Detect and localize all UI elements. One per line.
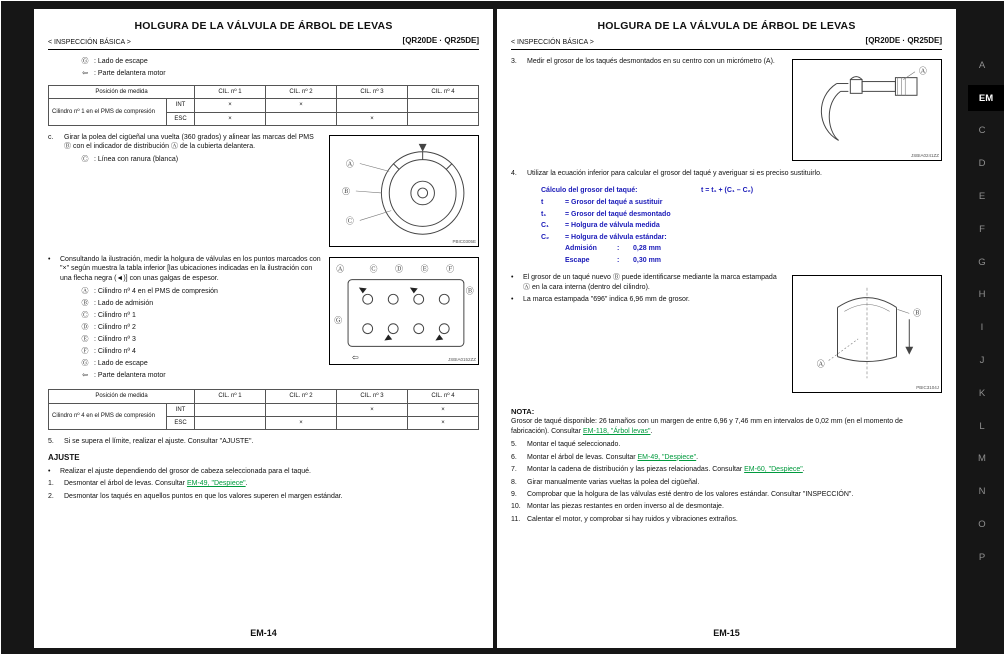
step-5r (511, 440, 942, 449)
table-cell (266, 403, 337, 416)
table-cell (195, 416, 266, 429)
figure-micrometer (792, 59, 942, 161)
table-cell (408, 99, 479, 112)
step-number: 8. (511, 478, 517, 486)
bullet-text: La marca estampada "696" indica 6,96 mm de grosor. (523, 296, 690, 304)
reference-link[interactable]: EM-49, "Despiece" (186, 480, 246, 488)
step-11r (511, 515, 942, 524)
legend-text: : Lado de escape (94, 359, 148, 367)
step-number: 3. (511, 57, 517, 65)
page-number: EM-14 (250, 627, 277, 638)
step-text-pre: Desmontar los taqués en aquellos puntos en que los valores superen el margen estándar. (64, 492, 343, 500)
legend-text: : Cilindro nº 1 (94, 311, 136, 319)
step-8r (511, 478, 942, 487)
section-tab-l[interactable]: L (979, 420, 985, 432)
step-text (64, 492, 479, 501)
bullet-icon: • (511, 296, 514, 304)
formula-definition: = Holgura de válvula estándar: (565, 233, 667, 241)
page-em14 (34, 9, 493, 648)
table-header-cil2: CIL. nº 2 (266, 86, 337, 99)
step-text (527, 440, 942, 449)
callout-symbol: Ⓖ (81, 57, 89, 65)
legend-groove-line (76, 155, 321, 164)
tappet-illustration (793, 276, 941, 392)
step-3 (511, 57, 784, 66)
step-text (527, 478, 942, 487)
step-6r (511, 453, 942, 462)
legend-text: : Lado de escape (94, 57, 148, 65)
section-tab-h[interactable]: H (978, 289, 986, 301)
reference-link[interactable]: EM-49, "Despiece" (637, 453, 697, 461)
table-sublabel-int: INT (167, 99, 195, 112)
step-c (48, 133, 321, 152)
crank-pulley-illustration (330, 136, 478, 246)
table-row-label: Cilindro nº 1 en el PMS de compresión (49, 99, 167, 125)
page-title: HOLGURA DE LA VÁLVULA DE ÁRBOL DE LEVAS (597, 20, 856, 32)
clearance-value: 0,30 mm (633, 256, 662, 264)
bullet-icon: • (511, 274, 514, 282)
step-text: Girar la polea del cigüeñal una vuelta (360 grados) y alinear las marcas del PMS Ⓑ con el indicador de distribución Ⓐ de la cubierta delantera. (64, 133, 314, 151)
step-text (527, 502, 942, 511)
table-header-cil4: CIL. nº 4 (408, 86, 479, 99)
step-5 (48, 437, 479, 446)
section-label: < INSPECCIÓN BÁSICA > (511, 38, 594, 46)
callout-symbol: Ⓐ (81, 287, 89, 295)
step-number: 1. (48, 480, 54, 488)
step-text-pre: Montar el taqué seleccionado. (527, 441, 621, 449)
table-header-position: Posición de medida (49, 390, 195, 403)
step-text-pre: Montar las piezas restantes en orden inverso al de desmontaje. (527, 503, 724, 511)
measurement-table-cyl1 (48, 85, 479, 125)
note-heading: NOTA: (511, 407, 535, 417)
step-text (527, 515, 942, 524)
measure-points-block (48, 255, 479, 380)
legend-text: : Cilindro nº 4 (94, 347, 136, 355)
reference-link[interactable]: EM-60, "Despiece" (744, 466, 803, 474)
formula-definition: = Holgura de válvula medida (565, 222, 660, 230)
table-cell: × (337, 112, 408, 125)
callout-symbol: Ⓖ (81, 359, 89, 367)
table-cell (195, 403, 266, 416)
legend-text: : Lado de admisión (94, 299, 154, 307)
step-text: Medir el grosor de los taqués desmontados en su centro con un micrómetro (A). (527, 57, 775, 65)
step-c-block (48, 133, 479, 244)
figure-code: JSBIA0241ZZ (910, 152, 939, 158)
front-arrow-icon: ⇦ (82, 371, 88, 379)
formula-equation: t = t₁ + (C₁ – C₂) (701, 187, 754, 195)
step-number: 10. (511, 503, 521, 511)
callout-symbol: Ⓔ (81, 335, 89, 343)
table-sublabel-esc: ESC (167, 416, 195, 429)
bullet-icon: • (48, 467, 51, 475)
measurement-table-cyl4 (48, 389, 479, 429)
callout-symbol: Ⓖ (334, 315, 343, 325)
legend-text: : Línea con ranura (blanca) (94, 155, 179, 163)
table-cell: × (266, 416, 337, 429)
formula-title: Cálculo del grosor del taqué: (541, 187, 638, 195)
section-tab-g[interactable]: G (978, 256, 986, 268)
figure-tappet (792, 275, 942, 393)
table-cell: × (408, 403, 479, 416)
step-text-pre: Montar el árbol de levas. Consultar (527, 453, 638, 461)
figure-code: PBIC0305E (452, 238, 476, 244)
tappet-mark-block (511, 273, 942, 391)
figure-crank-pulley (329, 135, 479, 247)
step-number: 9. (511, 490, 517, 498)
callout-symbol: Ⓔ (420, 264, 429, 274)
callout-symbol: Ⓐ (346, 159, 354, 169)
bullet-text: El grosor de un taqué nuevo Ⓑ puede identificarse mediante la marca estampada Ⓐ en la cara interna (dentro del cilindro). (523, 274, 777, 291)
table-header-position: Posición de medida (49, 86, 195, 99)
adjust-step-2 (48, 492, 479, 501)
separator: : (617, 245, 620, 253)
step-number: 11. (511, 515, 521, 523)
section-tab-f[interactable]: F (979, 223, 985, 235)
callout-symbol: Ⓒ (81, 155, 89, 163)
clearance-label: Escape (565, 256, 590, 264)
step-number: 4. (511, 169, 517, 177)
section-label: < INSPECCIÓN BÁSICA > (48, 38, 131, 46)
section-tab-k[interactable]: K (978, 387, 986, 399)
step-text-pre: Girar manualmente varias vueltas la polea del cigüeñal. (527, 478, 700, 486)
step-4 (511, 169, 942, 178)
step-text: Si se supera el límite, realizar el ajuste. Consultar "AJUSTE". (64, 437, 254, 445)
table-sublabel-int: INT (167, 403, 195, 416)
callout-symbol: Ⓕ (81, 347, 89, 355)
step-text-post: . (802, 466, 805, 474)
legend-text: : Parte delantera motor (94, 371, 166, 379)
table-header-cil4: CIL. nº 4 (408, 390, 479, 403)
callout-symbol: Ⓑ (913, 308, 922, 318)
tappet-mark-bullet-2 (511, 295, 784, 304)
callout-symbol: Ⓐ (336, 264, 345, 274)
table-cell: × (337, 403, 408, 416)
table-cell (266, 112, 337, 125)
callout-symbol: Ⓒ (346, 216, 354, 226)
section-tab-p[interactable]: P (978, 551, 986, 563)
adjust-step-1 (48, 479, 479, 488)
page-subheader (48, 36, 479, 50)
table-header-cil3: CIL. nº 3 (337, 390, 408, 403)
note-text-pre: Grosor de taqué disponible: 26 tamaños con un margen de entre 6,96 y 7,46 mm en intervalos de 0,02 mm (en el momento de fabricación). Consultar (511, 418, 903, 435)
step-number: 2. (48, 492, 54, 500)
bullet-icon: • (48, 255, 51, 263)
legend-text: : Cilindro nº 4 en el PMS de compresión (94, 287, 218, 295)
step-text (527, 465, 942, 474)
formula-symbol: C₂ (541, 233, 550, 241)
tappet-formula-block (541, 185, 942, 266)
figure-code: PBIC3104J (916, 385, 939, 391)
step-text (527, 490, 942, 499)
table-cell: × (266, 99, 337, 112)
figure-code: JSBIA0152ZZ (447, 356, 476, 362)
step-3-block (511, 57, 942, 158)
callout-symbol: Ⓑ (81, 299, 89, 307)
callout-symbol: Ⓑ (465, 285, 474, 295)
table-header-cil3: CIL. nº 3 (337, 86, 408, 99)
section-tab-em[interactable]: EM (968, 85, 1004, 111)
measure-points-bullet (48, 255, 321, 283)
callout-symbol: Ⓓ (81, 323, 89, 331)
page-title: HOLGURA DE LA VÁLVULA DE ÁRBOL DE LEVAS (134, 20, 393, 32)
callout-symbol: Ⓐ (816, 359, 825, 369)
step-text-pre: Desmontar el árbol de levas. Consultar (64, 480, 187, 488)
tappet-mark-bullet-1 (511, 273, 784, 292)
front-arrow-icon: ⇦ (82, 69, 88, 77)
section-tab-o[interactable]: O (978, 519, 986, 531)
legend-exhaust-side (76, 57, 479, 66)
table-cell (337, 99, 408, 112)
table-header-cil2: CIL. nº 2 (266, 390, 337, 403)
table-sublabel-esc: ESC (167, 112, 195, 125)
page-em15 (497, 9, 956, 648)
note-text-post: . (650, 427, 653, 435)
bullet-text: Consultando la ilustración, medir la holgura de válvulas en los puntos marcados con "×" según muestra la tabla inferior [las ubicaciones indicadas en la ilustración con una flecha negra (◄)] con unas galgas de espesor. (60, 255, 321, 282)
legend-text: : Cilindro nº 2 (94, 323, 136, 331)
section-tab-m[interactable]: M (978, 453, 986, 465)
step-text-pre: Comprobar que la holgura de las válvulas esté dentro de los valores estándar. Consultar "INSPECCIÓN". (527, 490, 854, 498)
note-text (511, 417, 942, 436)
clearance-value: 0,28 mm (633, 245, 662, 253)
section-tab-j[interactable]: J (979, 355, 985, 367)
section-tab-i[interactable]: I (980, 322, 984, 334)
step-text-pre: Calentar el motor, y comprobar si hay ruidos y vibraciones extraños. (527, 515, 738, 523)
formula-definition: = Grosor del taqué desmontado (565, 210, 671, 218)
bullet-text: Realizar el ajuste dependiendo del grosor de cabeza seleccionada para el taqué. (60, 467, 312, 475)
callout-symbol: Ⓓ (395, 264, 404, 274)
table-header-cil1: CIL. nº 1 (195, 390, 266, 403)
separator: : (617, 256, 620, 264)
section-tab-a[interactable]: A (978, 59, 986, 71)
step-text: Utilizar la ecuación inferior para calcular el grosor del taqué y averiguar si es preciso sustituirlo. (527, 169, 822, 177)
callout-symbol: Ⓑ (342, 186, 350, 196)
step-text (64, 479, 479, 488)
step-number: 6. (511, 453, 517, 461)
table-cell: × (408, 416, 479, 429)
reference-link[interactable]: EM-118, "Árbol levas" (582, 427, 651, 435)
legend-text: : Parte delantera motor (94, 69, 166, 77)
step-text (527, 453, 942, 462)
engine-code: [QR20DE · QR25DE] (402, 36, 479, 46)
section-tab-c[interactable]: C (978, 125, 986, 137)
callout-symbol: Ⓒ (369, 264, 378, 274)
table-cell (408, 112, 479, 125)
page-subheader (511, 36, 942, 50)
micrometer-illustration (793, 60, 941, 160)
step-10r (511, 502, 942, 511)
legend-text: : Cilindro nº 3 (94, 335, 136, 343)
step-7r (511, 465, 942, 474)
section-tab-strip (960, 49, 1004, 574)
formula-symbol: t (541, 198, 544, 206)
clearance-label: Admisión (565, 245, 597, 253)
step-number: 5. (511, 441, 517, 449)
page-number: EM-15 (713, 627, 740, 638)
legend-engine-front (76, 69, 479, 78)
formula-definition: = Grosor del taqué a sustituir (565, 198, 663, 206)
step-number: c. (48, 133, 54, 141)
table-cell (337, 416, 408, 429)
section-tab-n[interactable]: N (978, 486, 986, 498)
adjust-bullet (48, 467, 479, 476)
step-text-pre: Montar la cadena de distribución y las piezas relacionadas. Consultar (527, 466, 745, 474)
callout-symbol: Ⓕ (446, 264, 455, 274)
figure-cylinder-head (329, 257, 479, 365)
section-tab-e[interactable]: E (978, 191, 986, 203)
adjust-heading: AJUSTE (48, 453, 80, 463)
step-9r (511, 490, 942, 499)
callout-symbol: Ⓒ (81, 311, 89, 319)
callout-symbol: Ⓐ (918, 66, 927, 76)
table-row-label: Cilindro nº 4 en el PMS de compresión (49, 403, 167, 429)
formula-symbol: t₁ (541, 210, 547, 218)
step-number: 5. (48, 437, 54, 445)
section-tab-d[interactable]: D (978, 158, 986, 170)
step-number: 7. (511, 466, 517, 474)
step-text-post: . (245, 480, 248, 488)
step-text-post: . (696, 453, 699, 461)
table-header-cil1: CIL. nº 1 (195, 86, 266, 99)
formula-symbol: C₁ (541, 222, 549, 230)
table-cell: × (195, 99, 266, 112)
cylinder-head-illustration (330, 258, 478, 364)
front-arrow-icon: ⇦ (351, 352, 359, 362)
table-cell: × (195, 112, 266, 125)
engine-code: [QR20DE · QR25DE] (865, 36, 942, 46)
